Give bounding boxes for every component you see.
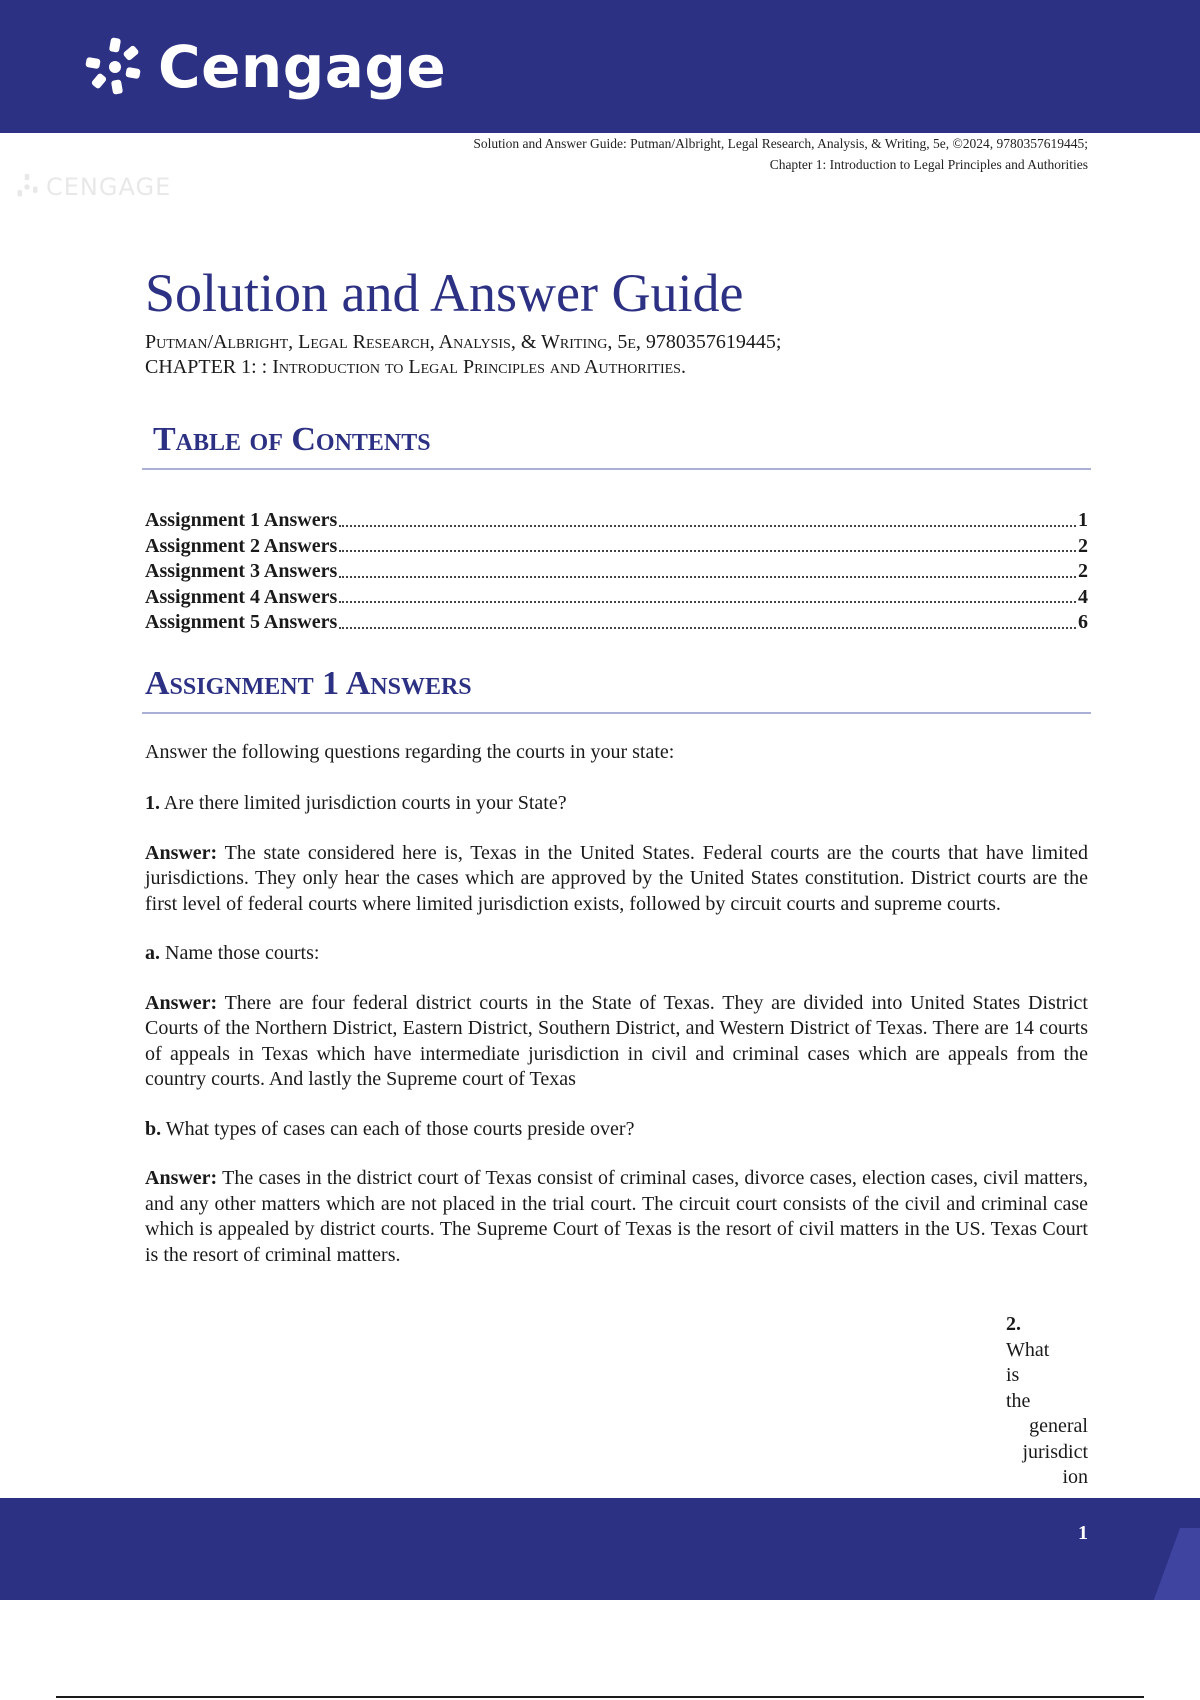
q2-word: the xyxy=(1006,1389,1031,1412)
q2-line2 xyxy=(1006,1363,1088,1414)
answer-label: Answer: xyxy=(145,841,218,864)
toc-entry-label: Assignment 5 Answers xyxy=(145,611,338,633)
answer-text: The state considered here is, Texas in the United States. Federal courts are the courts that have limited jurisdictions. They only hear the cases which are approved by the United States constitution. District courts are the first level of federal courts where limited jurisdiction exists, followed by circuit courts and supreme courts. xyxy=(145,841,1088,915)
answer-label: Answer: xyxy=(145,1167,218,1189)
question-number: b. xyxy=(145,1117,162,1140)
page-number: 1 xyxy=(1078,1522,1088,1544)
footer-band xyxy=(0,1498,1200,1600)
question-2-fragment xyxy=(1006,1312,1088,1491)
running-header xyxy=(473,133,1088,175)
toc-dot-leader xyxy=(339,508,1076,527)
faded-logo-text: CENGAGE xyxy=(46,173,172,201)
q2-line4: jurisdict xyxy=(1022,1440,1088,1463)
toc-heading: Table of Contents xyxy=(153,421,431,458)
toc-entry[interactable] xyxy=(145,559,1088,585)
toc-entry-page: 1 xyxy=(1078,509,1088,531)
toc-dot-leader xyxy=(339,559,1076,578)
cengage-mark-icon xyxy=(82,34,148,100)
q2-line1 xyxy=(1006,1312,1088,1363)
answer-1b xyxy=(145,1166,1088,1268)
running-header-line1: Solution and Answer Guide: Putman/Albright, Legal Research, Analysis, & Writing, 5e, ©2024, 9780357619445; xyxy=(473,136,1088,151)
q2-word: What xyxy=(1006,1338,1050,1361)
q2-word: is xyxy=(1006,1364,1020,1386)
answer-1 xyxy=(145,841,1088,918)
answer-1a xyxy=(145,991,1088,1093)
table-of-contents xyxy=(145,508,1088,636)
toc-entry[interactable] xyxy=(145,534,1088,560)
faded-mark-icon xyxy=(12,172,42,202)
toc-entry[interactable] xyxy=(145,610,1088,636)
toc-entry-page: 6 xyxy=(1078,611,1088,633)
toc-entry-page: 2 xyxy=(1078,534,1088,557)
toc-entry-label: Assignment 2 Answers xyxy=(145,534,338,557)
question-number: 2. xyxy=(1006,1313,1021,1335)
toc-entry-page: 2 xyxy=(1078,560,1088,582)
toc-dot-leader xyxy=(339,610,1076,629)
running-header-line2: Chapter 1: Introduction to Legal Principles and Authorities xyxy=(769,157,1088,172)
q2-line3: general xyxy=(1029,1415,1088,1437)
faded-logo xyxy=(12,172,171,202)
toc-dot-leader xyxy=(339,534,1076,553)
question-number: 1. xyxy=(145,792,160,814)
question-text: Are there limited jurisdiction courts in your State? xyxy=(160,792,567,814)
document-subtitle xyxy=(145,330,1088,380)
question-text: What types of cases can each of those courts preside over? xyxy=(161,1117,635,1140)
question-1a xyxy=(145,941,1088,967)
toc-dot-leader xyxy=(339,585,1076,604)
cengage-logo xyxy=(82,34,446,100)
question-1 xyxy=(145,791,1088,817)
subtitle-line2: CHAPTER 1: : Introduction to Legal Principles and Authorities. xyxy=(145,356,686,378)
header-band xyxy=(0,0,1200,133)
document-body xyxy=(145,258,1088,1268)
toc-entry-page: 4 xyxy=(1078,585,1088,608)
question-1b xyxy=(145,1117,1088,1143)
assignment1-intro: Answer the following questions regarding the courts in your state: xyxy=(145,740,675,763)
footer-accent-shape xyxy=(1140,1528,1200,1600)
answer-text: The cases in the district court of Texas consist of criminal cases, divorce cases, election cases, civil matters, and any other matters which are not placed in the trial court. The circuit court consists of the civil and criminal case which is appealed by district courts. The Supreme Court of Texas is the resort of civil matters in the US. Texas Court is the resort of criminal matters. xyxy=(145,1167,1088,1266)
question-text: Name those courts: xyxy=(160,942,320,964)
toc-entry-label: Assignment 1 Answers xyxy=(145,509,338,531)
answer-text: There are four federal district courts in the State of Texas. They are divided into United States District Courts of the Northern District, Eastern District, Southern District, and Western District of Texas. There are 14 courts of appeals in Texas which have intermediate jurisdiction in civil and criminal cases which are appeals from the country courts. And lastly the Supreme court of Texas xyxy=(145,991,1088,1090)
subtitle-line1: Putman/Albright, Legal Research, Analysis, & Writing, 5e, 9780357619445; xyxy=(145,331,782,353)
toc-entry[interactable] xyxy=(145,585,1088,611)
toc-rule xyxy=(142,468,1091,470)
page-bottom-rule xyxy=(56,1696,1144,1698)
logo-wordmark: Cengage xyxy=(158,33,447,101)
assignment1-heading: Assignment 1 Answers xyxy=(145,664,472,702)
q2-line5: ion xyxy=(1062,1466,1088,1488)
document-title: Solution and Answer Guide xyxy=(145,263,744,323)
answer-label: Answer: xyxy=(145,991,218,1014)
toc-entry-label: Assignment 4 Answers xyxy=(145,585,338,608)
toc-entry-label: Assignment 3 Answers xyxy=(145,560,338,582)
question-number: a. xyxy=(145,942,160,964)
toc-entry[interactable] xyxy=(145,508,1088,534)
